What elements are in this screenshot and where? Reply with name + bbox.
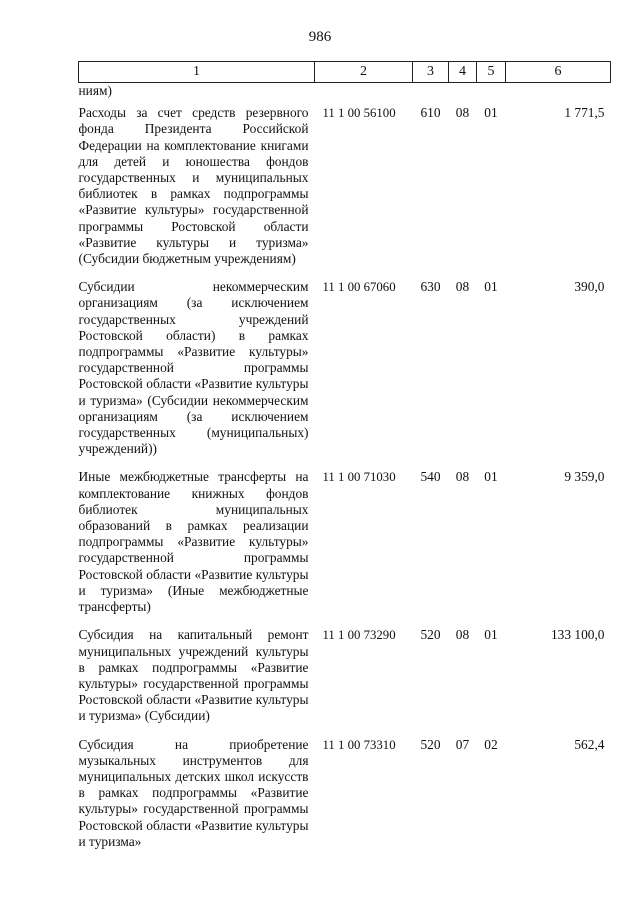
header-col-3: 3 <box>413 62 449 83</box>
row-amount: 390,0 <box>574 279 605 295</box>
row-name: Субсидии некоммерческим организациям (за исключением государственных учреждений Ростовской области) в рамках подпрограммы «Развитие культуры» государственной программы Ростовской области «Развитие культуры и туризма» (Субсидии некоммерческим организациям (за исключением государственных (муниципальных) учреждений)) <box>78 279 309 457</box>
row-name: Субсидия на капитальный ремонт муниципальных учреждений культуры в рамках подпрограммы «Развитие культуры» государственной программы Ростовской области «Развитие культуры и туризма» (Субсидии) <box>78 627 309 724</box>
row-rz: 07 <box>455 736 470 752</box>
row-rz: 08 <box>455 105 470 121</box>
row-code: 11 1 00 71030 <box>322 470 396 485</box>
row-vr: 520 <box>420 736 441 752</box>
row-vr: 520 <box>420 627 441 643</box>
budget-table <box>78 61 611 862</box>
header-col-2: 2 <box>315 62 413 83</box>
row-pr: 01 <box>484 627 498 643</box>
row-pr: 01 <box>484 105 498 121</box>
row-rz: 08 <box>455 469 470 485</box>
header-col-6: 6 <box>506 62 611 83</box>
header-col-5: 5 <box>477 62 506 83</box>
table-row <box>79 105 611 279</box>
row-rz: 08 <box>455 279 470 295</box>
row-name: Субсидия на приобретение музыкальных инструментов для муниципальных детских школ искусств в рамках подпрограммы «Развитие культуры» государственной программы Ростовской области «Развитие культуры и туризма» <box>78 736 309 849</box>
row-pr: 01 <box>484 279 498 295</box>
row-amount: 133 100,0 <box>550 627 605 643</box>
row-amount: 9 359,0 <box>564 469 605 485</box>
row-code: 11 1 00 56100 <box>322 106 396 121</box>
continuation-text: ниям) <box>78 83 112 98</box>
header-col-4: 4 <box>449 62 477 83</box>
row-rz: 08 <box>455 627 470 643</box>
header-col-1: 1 <box>79 62 315 83</box>
row-vr: 540 <box>420 469 441 485</box>
table-row <box>79 737 611 862</box>
table-row <box>79 469 611 627</box>
row-code: 11 1 00 73310 <box>322 737 396 752</box>
header-row <box>79 62 611 83</box>
row-name: Расходы за счет средств резервного фонда Президента Российской Федерации на комплектование книгами для детей и юношества фондов государственных и муниципальных библиотек в рамках подпрограммы «Развитие культуры» государственной программы Ростовской области «Развитие культуры и туризма» (Субсидии бюджетным учреждениям) <box>78 105 309 267</box>
row-amount: 562,4 <box>574 736 605 752</box>
row-vr: 610 <box>420 105 441 121</box>
row-pr: 01 <box>484 469 498 485</box>
page-number: 986 <box>308 29 332 45</box>
table-row <box>79 279 611 469</box>
row-code: 11 1 00 67060 <box>322 280 396 295</box>
continuation-row <box>79 83 611 106</box>
row-code: 11 1 00 73290 <box>322 628 396 643</box>
row-amount: 1 771,5 <box>564 105 605 121</box>
row-vr: 630 <box>420 279 441 295</box>
row-name: Иные межбюджетные трансферты на комплектование книжных фондов библиотек муниципальных образований в рамках реализации подпрограммы «Развитие культуры» государственной программы Ростовской области «Развитие культуры и туризма» (Иные межбюджетные трансферты) <box>78 469 309 615</box>
table-row <box>79 627 611 736</box>
row-pr: 02 <box>484 736 498 752</box>
